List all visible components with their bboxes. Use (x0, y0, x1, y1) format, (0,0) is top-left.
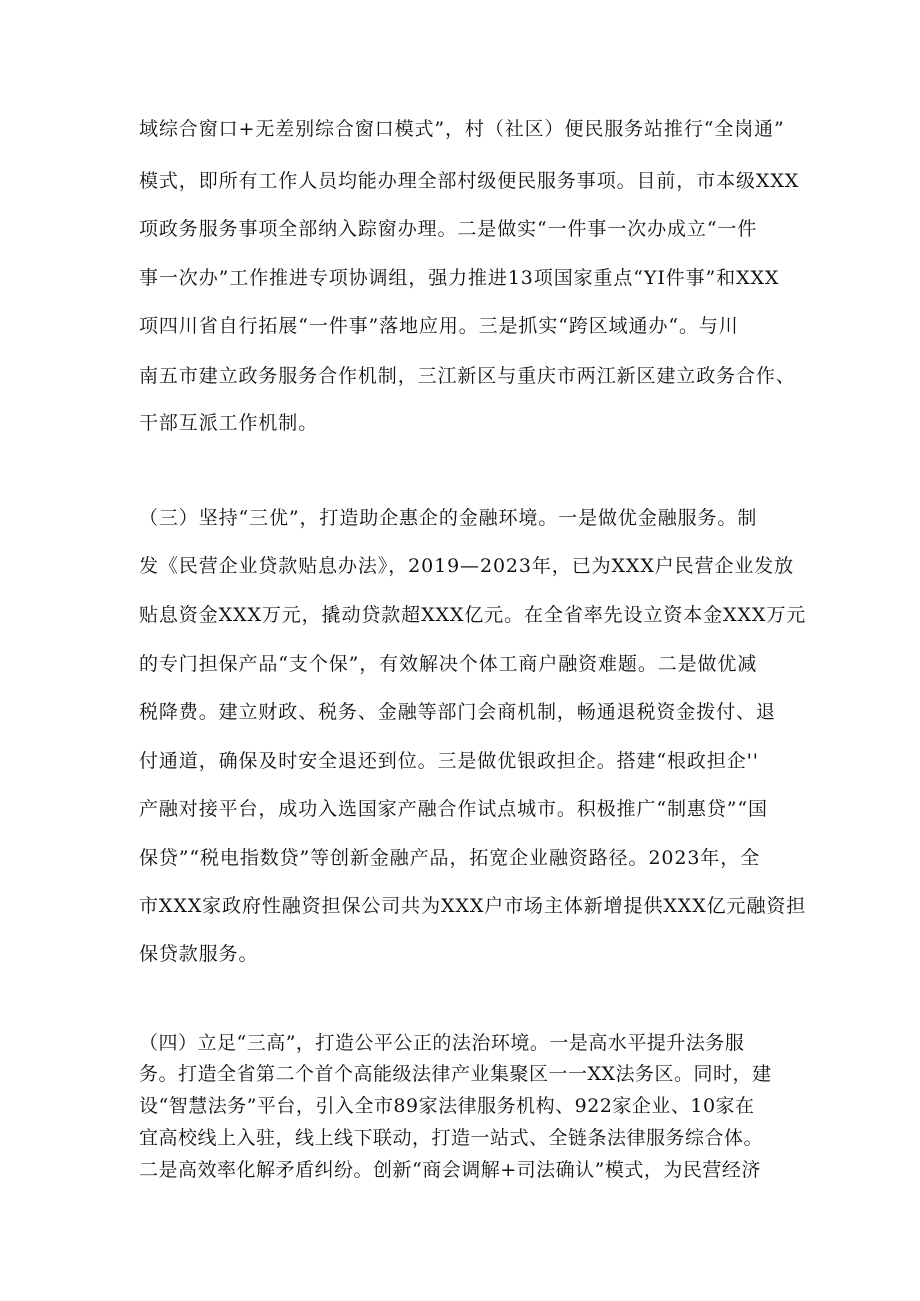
text-line: 事一次办”工作推进专项协调组，强力推进13项国家重点“YI件事”和XXX (139, 267, 780, 289)
text-line: 模式，即所有工作人员均能办理全部村级便民服务事项。目前，市本级XXX (139, 170, 800, 192)
text-line: 宜高校线上入驻，线上线下联动，打造一站式、全链条法律服务综合体。 (139, 1127, 764, 1149)
text-line: 发《民营企业贷款贴息办法》，2019—2023年，已为XXX户民营企业发放 (139, 555, 795, 577)
text-line: （三）坚持“三优”，打造助企惠企的金融环境。一是做优金融服务。制 (139, 507, 758, 529)
text-line: 域综合窗口+无差别综合窗口模式”，村（社区）便民服务站推行“全岗通” (139, 118, 785, 140)
text-line: 南五市建立政务服务合作机制，三江新区与重庆市两江新区建立政务合作、 (139, 365, 796, 387)
text-line: 二是高效率化解矛盾纠纷。创新“商会调解+司法确认”模式，为民营经济 (139, 1159, 761, 1181)
text-line: 的专门担保产品“支个保”，有效解决个体工商户融资难题。二是做优减 (139, 653, 758, 675)
text-line: 项四川省自行拓展“一件事”落地应用。三是抓实“跨区域通办“。与川 (139, 315, 739, 337)
text-line: 保贷款服务。 (139, 943, 259, 965)
text-line: 付通道，确保及时安全退还到位。三是做优银政担企。搭建“根政担企'' (139, 750, 759, 772)
text-line: （四）立足“三高”，打造公平公正的法治环境。一是高水平提升法务服 (139, 1032, 745, 1054)
text-line: 保贷”“税电指数贷”等创新金融产品，拓宽企业融资路径。2023年，全 (139, 847, 761, 869)
text-line: 税降费。建立财政、税务、金融等部门会商机制，畅通退税资金拨付、退 (139, 701, 776, 723)
text-line: 贴息资金XXX万元，撬动贷款超XXX亿元。在全省率先设立资本金XXX万元 (139, 604, 807, 626)
text-line: 务。打造全省第二个首个高能级法律产业集聚区一一XX法务区。同时，建 (139, 1063, 772, 1085)
text-line: 设“智慧法务”平台，引入全市89家法律服务机构、922家企业、10家在 (139, 1095, 755, 1117)
text-line: 产融对接平台，成功入选国家产融合作试点城市。积极推广“制惠贷”“国 (139, 798, 768, 820)
text-line: 项政务服务事项全部纳入踪窗办理。二是做实“一件事一次办成立“一件 (139, 218, 758, 240)
text-line: 干部互派工作机制。 (139, 412, 319, 434)
text-line: 市XXX家政府性融资担保公司共为XXX户市场主体新增提供XXX亿元融资担 (139, 895, 807, 917)
